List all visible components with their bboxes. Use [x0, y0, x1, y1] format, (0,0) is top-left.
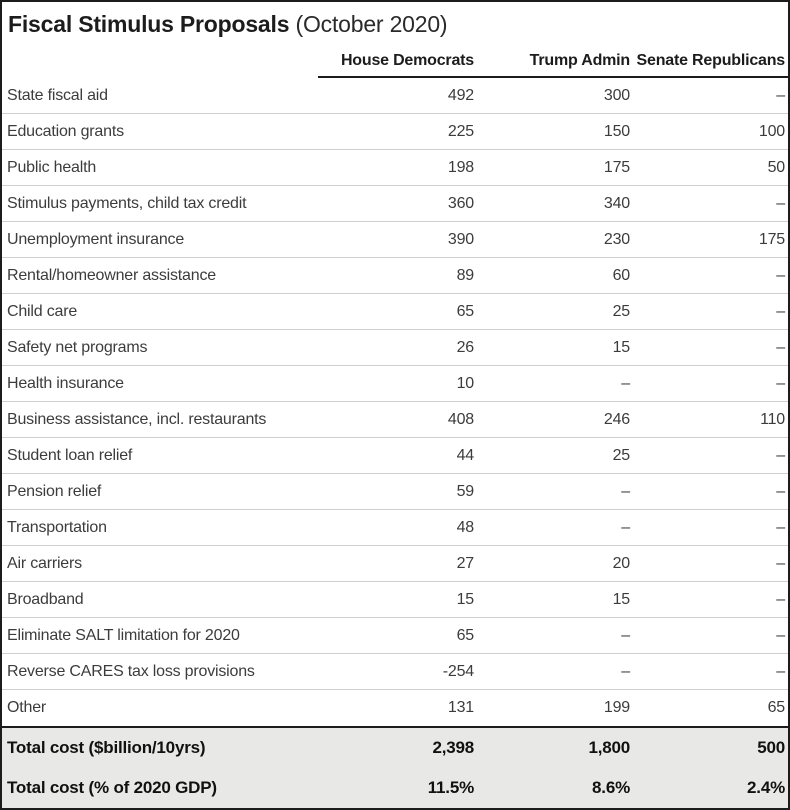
row-value: 60 [612, 266, 630, 284]
table-body [2, 78, 788, 726]
row-value: 199 [603, 699, 630, 716]
row-label: Student loan relief [7, 446, 133, 464]
row-value: – [776, 590, 785, 608]
row-value: 340 [603, 194, 630, 212]
row-label: Broadband [7, 590, 84, 608]
table-row [2, 654, 788, 690]
row-value: 131 [447, 699, 474, 716]
row-value: – [776, 518, 785, 536]
table-row [2, 510, 788, 546]
row-value: 65 [767, 699, 785, 716]
row-label: Health insurance [7, 374, 124, 392]
row-value: 230 [603, 230, 630, 248]
row-value: – [621, 518, 630, 536]
row-value: – [621, 374, 630, 392]
row-value: 65 [456, 302, 474, 320]
row-value: – [776, 662, 785, 680]
row-label: Unemployment insurance [7, 230, 185, 248]
page-title-main: Fiscal Stimulus Proposals [8, 11, 290, 37]
row-value: 15 [612, 338, 630, 356]
row-value: 26 [456, 338, 474, 356]
column-header-senate-republicans: Senate Republicans [630, 44, 788, 78]
row-value: 2,398 [432, 738, 474, 757]
row-value: 408 [447, 410, 474, 428]
row-label: Air carriers [7, 554, 82, 572]
row-value: 8.6% [592, 778, 630, 797]
row-value: -254 [442, 662, 474, 680]
row-value: 300 [603, 86, 630, 104]
header-spacer [2, 44, 318, 78]
row-label: Total cost (% of 2020 GDP) [7, 778, 217, 797]
row-value: – [776, 374, 785, 392]
row-value: 175 [603, 158, 630, 176]
table-row [2, 294, 788, 330]
table-row [2, 728, 788, 768]
table-row [2, 402, 788, 438]
row-value: – [776, 194, 785, 212]
row-label: Transportation [7, 518, 107, 536]
table-row [2, 150, 788, 186]
row-value: 48 [456, 518, 474, 536]
row-value: 390 [447, 230, 474, 248]
row-label: Child care [7, 302, 78, 320]
row-value: – [621, 662, 630, 680]
table-row [2, 114, 788, 150]
column-header-house-democrats: House Democrats [318, 44, 474, 78]
table-row [2, 186, 788, 222]
row-value: 27 [456, 554, 474, 572]
row-value: 10 [456, 374, 474, 392]
table-row [2, 78, 788, 114]
row-label: Rental/homeowner assistance [7, 266, 216, 284]
row-value: 110 [760, 410, 785, 428]
row-value: 492 [447, 86, 474, 104]
row-value: 175 [758, 230, 785, 248]
row-value: – [776, 338, 785, 356]
row-value: 360 [447, 194, 474, 212]
row-value: 15 [456, 590, 474, 608]
row-value: 100 [758, 122, 785, 140]
row-value: 198 [447, 158, 474, 176]
row-value: – [621, 626, 630, 644]
page-title [2, 2, 788, 44]
row-label: Eliminate SALT limitation for 2020 [7, 626, 240, 644]
table-header-row [2, 44, 788, 78]
table-row [2, 546, 788, 582]
page-title-date: (October 2020) [289, 11, 448, 37]
table-row [2, 618, 788, 654]
row-value: – [776, 266, 785, 284]
column-header-trump-admin: Trump Admin [474, 44, 630, 78]
row-value: – [776, 302, 785, 320]
row-value: 65 [456, 626, 474, 644]
row-value: 225 [447, 122, 474, 140]
row-value: 20 [612, 554, 630, 572]
table-row [2, 768, 788, 808]
row-label: Safety net programs [7, 338, 148, 356]
table-row [2, 258, 788, 294]
table-row [2, 222, 788, 258]
row-value: – [776, 86, 785, 104]
row-value: 246 [603, 410, 630, 428]
table-row [2, 690, 788, 726]
row-value: 25 [612, 446, 630, 464]
table-row [2, 366, 788, 402]
row-value: 89 [456, 266, 474, 284]
row-value: – [776, 446, 785, 464]
row-value: 150 [603, 122, 630, 140]
row-value: 500 [757, 738, 785, 757]
row-value: – [621, 482, 630, 500]
row-label: Education grants [7, 122, 124, 140]
table-row [2, 438, 788, 474]
row-value: 1,800 [588, 738, 630, 757]
row-value: 59 [456, 482, 474, 500]
table-totals-section [2, 726, 788, 808]
row-value: – [776, 626, 785, 644]
row-value: 25 [612, 302, 630, 320]
table-row [2, 582, 788, 618]
row-label: Public health [7, 158, 97, 176]
row-value: 11.5% [427, 778, 474, 797]
row-label: Total cost ($billion/10yrs) [7, 738, 206, 757]
row-value: 2.4% [747, 778, 785, 797]
row-value: 44 [456, 446, 474, 464]
row-label: Business assistance, incl. restaurants [7, 410, 267, 428]
table-row [2, 330, 788, 366]
row-label: Other [7, 699, 47, 716]
row-label: Reverse CARES tax loss provisions [7, 662, 255, 680]
row-value: 50 [767, 158, 785, 176]
row-label: Pension relief [7, 482, 102, 500]
row-value: – [776, 554, 785, 572]
row-label: State fiscal aid [7, 86, 108, 104]
row-value: 15 [612, 590, 630, 608]
row-value: – [776, 482, 785, 500]
table-row [2, 474, 788, 510]
row-label: Stimulus payments, child tax credit [7, 194, 247, 212]
